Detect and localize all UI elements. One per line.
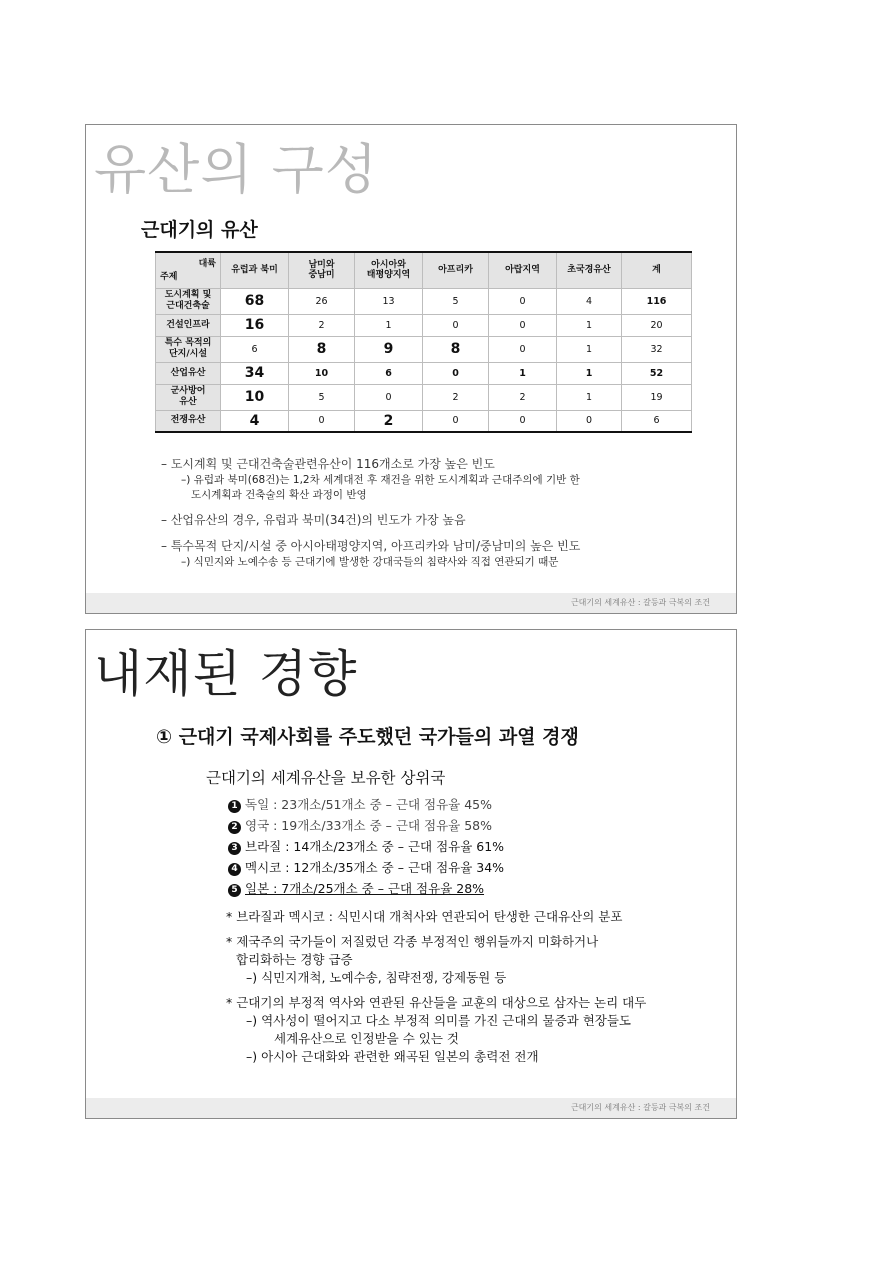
rank-number-badge: 1 — [228, 800, 241, 813]
table-header-row — [156, 252, 692, 288]
table-cell: 1 — [557, 362, 622, 384]
rank-number-badge: 3 — [228, 842, 241, 855]
table-cell: 34 — [221, 362, 289, 384]
table-cell: 8 — [289, 336, 355, 362]
table-cell: 1 — [355, 314, 423, 336]
column-header: 아프리카 — [423, 252, 489, 288]
slide-title: 내재된 경향 — [94, 645, 358, 703]
table-cell: 4 — [221, 410, 289, 432]
row-header: 도시계획 및 근대건축술 — [156, 288, 221, 314]
rank-text: 일본 : 7개소/25개소 중 – 근대 점유율 28% — [245, 881, 485, 896]
slide-title: 유산의 구성 — [94, 138, 378, 201]
rank-item — [228, 857, 504, 878]
slide-inherent-tendency — [85, 629, 737, 1119]
table-cell: 10 — [289, 362, 355, 384]
corner-label-continent: 대륙 — [198, 259, 216, 269]
table-cell: 68 — [221, 288, 289, 314]
table-cell: 116 — [622, 288, 692, 314]
table-cell: 6 — [622, 410, 692, 432]
table-cell: 5 — [423, 288, 489, 314]
rank-text: 멕시코 : 12개소/35개소 중 – 근대 점유율 34% — [245, 860, 505, 875]
rank-item — [228, 878, 504, 899]
note-continuation: 합리화하는 경향 급증 — [236, 952, 353, 967]
table-cell: 8 — [423, 336, 489, 362]
table-cell: 1 — [557, 384, 622, 410]
table-cell: 2 — [289, 314, 355, 336]
rank-text: 브라질 : 14개소/23개소 중 – 근대 점유율 61% — [245, 839, 505, 854]
table-cell: 0 — [423, 362, 489, 384]
note-item: * 근대기의 부정적 역사와 연관된 유산들을 교훈의 대상으로 삼자는 논리 대두 — [226, 995, 647, 1010]
bullet-list — [161, 455, 721, 570]
table-cell: 26 — [289, 288, 355, 314]
heritage-table — [155, 251, 692, 433]
table-row — [156, 384, 692, 410]
rank-item — [228, 815, 504, 836]
table-cell: 52 — [622, 362, 692, 384]
slide-heritage-composition — [85, 124, 737, 614]
table-row — [156, 410, 692, 432]
bullet-subitem: –) 유럽과 북미(68건)는 1,2차 세계대전 후 재건을 위한 도시계획과 근대주의에 기반 한 — [181, 474, 580, 486]
row-header: 전쟁유산 — [156, 410, 221, 432]
note-item: * 제국주의 국가들이 저질렀던 각종 부정적인 행위들까지 미화하거나 — [226, 934, 599, 949]
table-cell: 5 — [289, 384, 355, 410]
rank-number-badge: 5 — [228, 884, 241, 897]
table-cell: 32 — [622, 336, 692, 362]
table-cell: 0 — [557, 410, 622, 432]
rank-item — [228, 836, 504, 857]
column-header: 아시아와 태평양지역 — [355, 252, 423, 288]
bullet-item: – 특수목적 단지/시설 중 아시아태평양지역, 아프리카와 남미/중남미의 높은 빈도 — [161, 539, 581, 553]
row-header: 건설인프라 — [156, 314, 221, 336]
bullet-item: – 도시계획 및 근대건축술관련유산이 116개소로 가장 높은 빈도 — [161, 457, 495, 471]
table-cell: 6 — [221, 336, 289, 362]
table-cell: 2 — [423, 384, 489, 410]
table-cell: 9 — [355, 336, 423, 362]
table-cell: 10 — [221, 384, 289, 410]
row-header: 군사방어 유산 — [156, 384, 221, 410]
column-header: 아랍지역 — [489, 252, 557, 288]
table-cell: 2 — [489, 384, 557, 410]
column-header: 유럽과 북미 — [221, 252, 289, 288]
table-cell: 0 — [355, 384, 423, 410]
table-cell: 20 — [622, 314, 692, 336]
row-header: 특수 목적의 단지/시설 — [156, 336, 221, 362]
slide-footer: 근대기의 세계유산 : 갈등과 극복의 조건 — [86, 1098, 736, 1118]
note-item: * 브라질과 멕시코 : 식민시대 개척사와 연관되어 탄생한 근대유산의 분포 — [226, 909, 623, 924]
table-cell: 0 — [289, 410, 355, 432]
note-subitem: –) 식민지개척, 노예수송, 침략전쟁, 강제동원 등 — [246, 970, 507, 985]
table-cell: 0 — [489, 336, 557, 362]
section-heading: ① 근대기 국제사회를 주도했던 국가들의 과열 경쟁 — [156, 726, 579, 748]
table-row — [156, 288, 692, 314]
ranking-list — [228, 794, 504, 899]
table-cell: 16 — [221, 314, 289, 336]
rank-number-badge: 4 — [228, 863, 241, 876]
table-row — [156, 336, 692, 362]
row-header: 산업유산 — [156, 362, 221, 384]
note-continuation: 세계유산으로 인정받을 수 있는 것 — [274, 1031, 459, 1046]
column-header: 초국경유산 — [557, 252, 622, 288]
table-cell: 13 — [355, 288, 423, 314]
rank-item — [228, 794, 504, 815]
bullet-item: – 산업유산의 경우, 유럽과 북미(34건)의 빈도가 가장 높음 — [161, 513, 466, 527]
slide-footer: 근대기의 세계유산 : 갈등과 극복의 조건 — [86, 593, 736, 613]
note-subitem: –) 역사성이 떨어지고 다소 부정적 의미를 가진 근대의 물증과 현장들도 — [246, 1013, 631, 1028]
table-cell: 1 — [557, 314, 622, 336]
rank-text: 독일 : 23개소/51개소 중 – 근대 점유율 45% — [245, 797, 492, 812]
section-subtitle: 근대기의 유산 — [141, 219, 258, 241]
table-cell: 0 — [489, 314, 557, 336]
section-subheading: 근대기의 세계유산을 보유한 상위국 — [206, 769, 446, 787]
notes-list — [226, 908, 716, 1066]
note-subitem: –) 아시아 근대화와 관련한 왜곡된 일본의 총력전 전개 — [246, 1049, 539, 1064]
table-corner-cell — [156, 252, 221, 288]
corner-label-subject: 주제 — [160, 271, 178, 282]
table-cell: 0 — [489, 410, 557, 432]
table-row — [156, 362, 692, 384]
table-cell: 4 — [557, 288, 622, 314]
rank-text: 영국 : 19개소/33개소 중 – 근대 점유율 58% — [245, 818, 492, 833]
table-cell: 0 — [423, 314, 489, 336]
table-cell: 1 — [557, 336, 622, 362]
table-cell: 6 — [355, 362, 423, 384]
column-header: 남미와 중남미 — [289, 252, 355, 288]
rank-number-badge: 2 — [228, 821, 241, 834]
bullet-subitem: –) 식민지와 노예수송 등 근대기에 발생한 강대국들의 침략사와 직접 연관되기 때문 — [181, 556, 559, 568]
bullet-subitem: 도시계획과 건축술의 확산 과정이 반영 — [181, 489, 367, 501]
table-cell: 0 — [489, 288, 557, 314]
table-cell: 2 — [355, 410, 423, 432]
table-cell: 0 — [423, 410, 489, 432]
table-row — [156, 314, 692, 336]
table-cell: 1 — [489, 362, 557, 384]
column-header: 계 — [622, 252, 692, 288]
table-cell: 19 — [622, 384, 692, 410]
